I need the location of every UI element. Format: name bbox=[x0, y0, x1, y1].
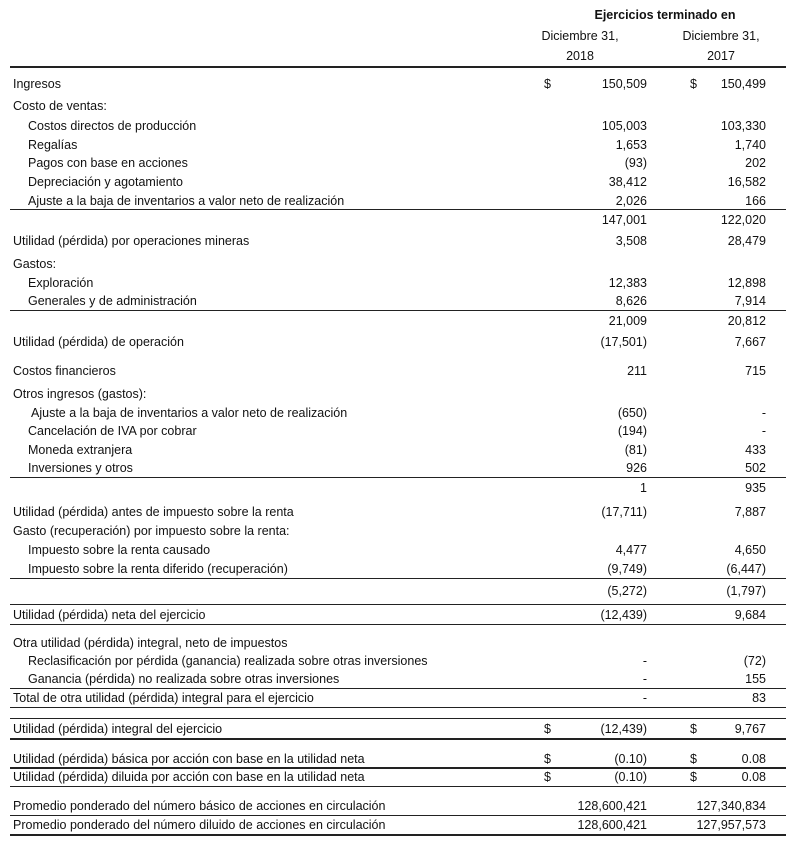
table-row-ingresos bbox=[0, 75, 792, 93]
column-2017-year: 2017 bbox=[707, 49, 735, 63]
row-label: Utilidad (pérdida) antes de impuesto sobre la renta bbox=[13, 505, 294, 519]
value-2017: 7,887 bbox=[734, 505, 766, 519]
table-row-eps-diluted bbox=[0, 768, 792, 786]
table-row bbox=[0, 136, 792, 154]
row-label: Promedio ponderado del número diluido de acciones en circulación bbox=[13, 818, 386, 832]
value-2017: 502 bbox=[745, 461, 766, 475]
subtotal-row bbox=[0, 479, 792, 497]
divider bbox=[10, 707, 786, 708]
section-heading-costo-ventas bbox=[0, 97, 792, 115]
value-2018: 4,477 bbox=[615, 543, 647, 557]
value-2017: (72) bbox=[743, 654, 766, 668]
row-label: Cancelación de IVA por cobrar bbox=[28, 424, 197, 438]
value-2018: (17,501) bbox=[600, 335, 647, 349]
row-label: Pagos con base en acciones bbox=[28, 156, 188, 170]
value-2018: (93) bbox=[624, 156, 647, 170]
column-group-title: Ejercicios terminado en bbox=[594, 8, 736, 22]
subtotal-divider bbox=[10, 209, 786, 210]
section-heading-impuestos bbox=[0, 522, 792, 540]
row-label: Ganancia (pérdida) no realizada sobre otras inversiones bbox=[28, 672, 340, 686]
section-heading-otra-utilidad bbox=[0, 634, 792, 652]
currency-symbol: $ bbox=[690, 752, 697, 766]
value-2018: (12,439) bbox=[600, 608, 647, 622]
currency-symbol: $ bbox=[544, 77, 551, 91]
divider bbox=[10, 786, 786, 787]
value-2017: 150,499 bbox=[720, 77, 766, 91]
value-2017: 127,340,834 bbox=[696, 799, 766, 813]
column-2017-date: Diciembre 31, bbox=[682, 29, 760, 43]
value-2017: 20,812 bbox=[727, 314, 766, 328]
value-2017: 0.08 bbox=[741, 752, 766, 766]
section-heading-gastos bbox=[0, 255, 792, 273]
value-2018: 147,001 bbox=[601, 213, 647, 227]
currency-symbol: $ bbox=[544, 752, 551, 766]
row-label: Utilidad (pérdida) neta del ejercicio bbox=[13, 608, 206, 622]
row-label: Ingresos bbox=[13, 77, 61, 91]
row-label: Impuesto sobre la renta causado bbox=[28, 543, 211, 557]
value-2017: (1,797) bbox=[726, 584, 766, 598]
value-2018: (17,711) bbox=[601, 505, 647, 519]
table-row bbox=[0, 652, 792, 670]
subtotal-divider bbox=[10, 477, 786, 478]
table-row-net-income bbox=[0, 606, 792, 624]
currency-symbol: $ bbox=[544, 722, 551, 736]
value-2017: 155 bbox=[745, 672, 766, 686]
currency-symbol: $ bbox=[690, 770, 697, 784]
table-row bbox=[0, 560, 792, 578]
table-row bbox=[0, 503, 792, 521]
value-2017: 9,684 bbox=[734, 608, 766, 622]
row-label: Ajuste a la baja de inventarios a valor neto de realización bbox=[31, 406, 348, 420]
row-label: Utilidad (pérdida) integral del ejercicio bbox=[13, 722, 223, 736]
value-2017: 202 bbox=[745, 156, 766, 170]
value-2017: 127,957,573 bbox=[696, 818, 766, 832]
row-label: Gasto (recuperación) por impuesto sobre la renta: bbox=[13, 524, 290, 538]
value-2017: 4,650 bbox=[734, 543, 766, 557]
table-row-shares-basic bbox=[0, 797, 792, 815]
subtotal-divider bbox=[10, 578, 786, 579]
value-2017: 7,667 bbox=[734, 335, 766, 349]
table-row bbox=[0, 292, 792, 310]
value-2017: 9,767 bbox=[734, 722, 766, 736]
row-label: Impuesto sobre la renta diferido (recuperación) bbox=[28, 562, 288, 576]
table-row bbox=[0, 274, 792, 292]
currency-symbol: $ bbox=[544, 770, 551, 784]
table-row bbox=[0, 422, 792, 440]
value-2018: - bbox=[642, 654, 647, 668]
value-2017: 83 bbox=[752, 691, 766, 705]
value-2018: (650) bbox=[617, 406, 647, 420]
table-row bbox=[0, 404, 792, 422]
row-label: Inversiones y otros bbox=[28, 461, 133, 475]
value-2018: 12,383 bbox=[608, 276, 647, 290]
value-2018: 8,626 bbox=[615, 294, 647, 308]
column-2018-date: Diciembre 31, bbox=[541, 29, 619, 43]
table-row bbox=[0, 541, 792, 559]
subtotal-row bbox=[0, 312, 792, 330]
value-2018: 150,509 bbox=[601, 77, 647, 91]
value-2017: 166 bbox=[745, 194, 766, 208]
value-2018: 38,412 bbox=[608, 175, 647, 189]
divider bbox=[10, 738, 786, 740]
value-2018: 926 bbox=[626, 461, 647, 475]
value-2017: - bbox=[761, 424, 766, 438]
value-2018: (0.10) bbox=[614, 770, 647, 784]
header-divider bbox=[10, 66, 786, 68]
value-2017: 7,914 bbox=[734, 294, 766, 308]
row-label: Regalías bbox=[28, 138, 78, 152]
value-2018: 1,653 bbox=[615, 138, 647, 152]
value-2018: (12,439) bbox=[600, 722, 647, 736]
value-2018: 128,600,421 bbox=[577, 818, 647, 832]
value-2018: - bbox=[642, 672, 647, 686]
value-2017: 12,898 bbox=[727, 276, 766, 290]
row-label: Costos financieros bbox=[13, 364, 116, 378]
table-row bbox=[0, 154, 792, 172]
table-row-shares-diluted bbox=[0, 816, 792, 834]
value-2018: (9,749) bbox=[607, 562, 647, 576]
value-2017: 122,020 bbox=[720, 213, 766, 227]
value-2018: (81) bbox=[624, 443, 647, 457]
divider bbox=[10, 604, 786, 605]
table-row bbox=[0, 117, 792, 135]
value-2017: 935 bbox=[745, 481, 766, 495]
row-label: Otra utilidad (pérdida) integral, neto de impuestos bbox=[13, 636, 288, 650]
value-2018: (5,272) bbox=[607, 584, 647, 598]
column-2018-year: 2018 bbox=[566, 49, 594, 63]
value-2017: 103,330 bbox=[720, 119, 766, 133]
table-row bbox=[0, 192, 792, 210]
subtotal-row bbox=[0, 582, 792, 600]
value-2018: (194) bbox=[617, 424, 647, 438]
row-label: Costos directos de producción bbox=[28, 119, 197, 133]
divider bbox=[10, 834, 786, 836]
value-2018: 211 bbox=[627, 364, 647, 378]
value-2017: 715 bbox=[745, 364, 766, 378]
value-2017: 16,582 bbox=[727, 175, 766, 189]
currency-symbol: $ bbox=[690, 77, 697, 91]
table-row bbox=[0, 441, 792, 459]
table-row bbox=[0, 333, 792, 351]
divider bbox=[10, 624, 786, 625]
value-2017: 28,479 bbox=[727, 234, 766, 248]
row-label: Depreciación y agotamiento bbox=[28, 175, 183, 189]
table-row bbox=[0, 689, 792, 707]
row-label: Moneda extranjera bbox=[28, 443, 133, 457]
value-2018: 21,009 bbox=[608, 314, 647, 328]
value-2018: 2,026 bbox=[615, 194, 647, 208]
row-label: Gastos: bbox=[13, 257, 57, 271]
value-2017: 1,740 bbox=[734, 138, 766, 152]
row-label: Generales y de administración bbox=[28, 294, 197, 308]
row-label: Reclasificación por pérdida (ganancia) realizada sobre otras inversiones bbox=[28, 654, 428, 668]
row-label: Utilidad (pérdida) básica por acción con base en la utilidad neta bbox=[13, 752, 365, 766]
value-2018: (0.10) bbox=[614, 752, 647, 766]
section-heading-otros-ingresos bbox=[0, 385, 792, 403]
row-label: Utilidad (pérdida) diluida por acción con base en la utilidad neta bbox=[13, 770, 365, 784]
table-row bbox=[0, 670, 792, 688]
row-label: Utilidad (pérdida) por operaciones mineras bbox=[13, 234, 250, 248]
currency-symbol: $ bbox=[690, 722, 697, 736]
subtotal-divider bbox=[10, 310, 786, 311]
table-row bbox=[0, 173, 792, 191]
row-label: Otros ingresos (gastos): bbox=[13, 387, 147, 401]
value-2018: 128,600,421 bbox=[577, 799, 647, 813]
row-label: Utilidad (pérdida) de operación bbox=[13, 335, 184, 349]
table-row bbox=[0, 232, 792, 250]
subtotal-row bbox=[0, 211, 792, 229]
value-2018: 3,508 bbox=[615, 234, 647, 248]
divider bbox=[10, 718, 786, 719]
row-label: Total de otra utilidad (pérdida) integral para el ejercicio bbox=[13, 691, 314, 705]
value-2017: - bbox=[761, 406, 766, 420]
row-label: Promedio ponderado del número básico de acciones en circulación bbox=[13, 799, 386, 813]
table-row-eps-basic bbox=[0, 750, 792, 768]
value-2018: 105,003 bbox=[601, 119, 647, 133]
row-label: Costo de ventas: bbox=[13, 99, 107, 113]
value-2017: 433 bbox=[745, 443, 766, 457]
table-row bbox=[0, 362, 792, 380]
value-2018: - bbox=[642, 691, 647, 705]
table-row-comprehensive-income bbox=[0, 720, 792, 738]
value-2018: 1 bbox=[640, 481, 647, 495]
value-2017: (6,447) bbox=[726, 562, 766, 576]
row-label: Ajuste a la baja de inventarios a valor neto de realización bbox=[28, 194, 345, 208]
value-2017: 0.08 bbox=[741, 770, 766, 784]
table-row bbox=[0, 459, 792, 477]
row-label: Exploración bbox=[28, 276, 94, 290]
